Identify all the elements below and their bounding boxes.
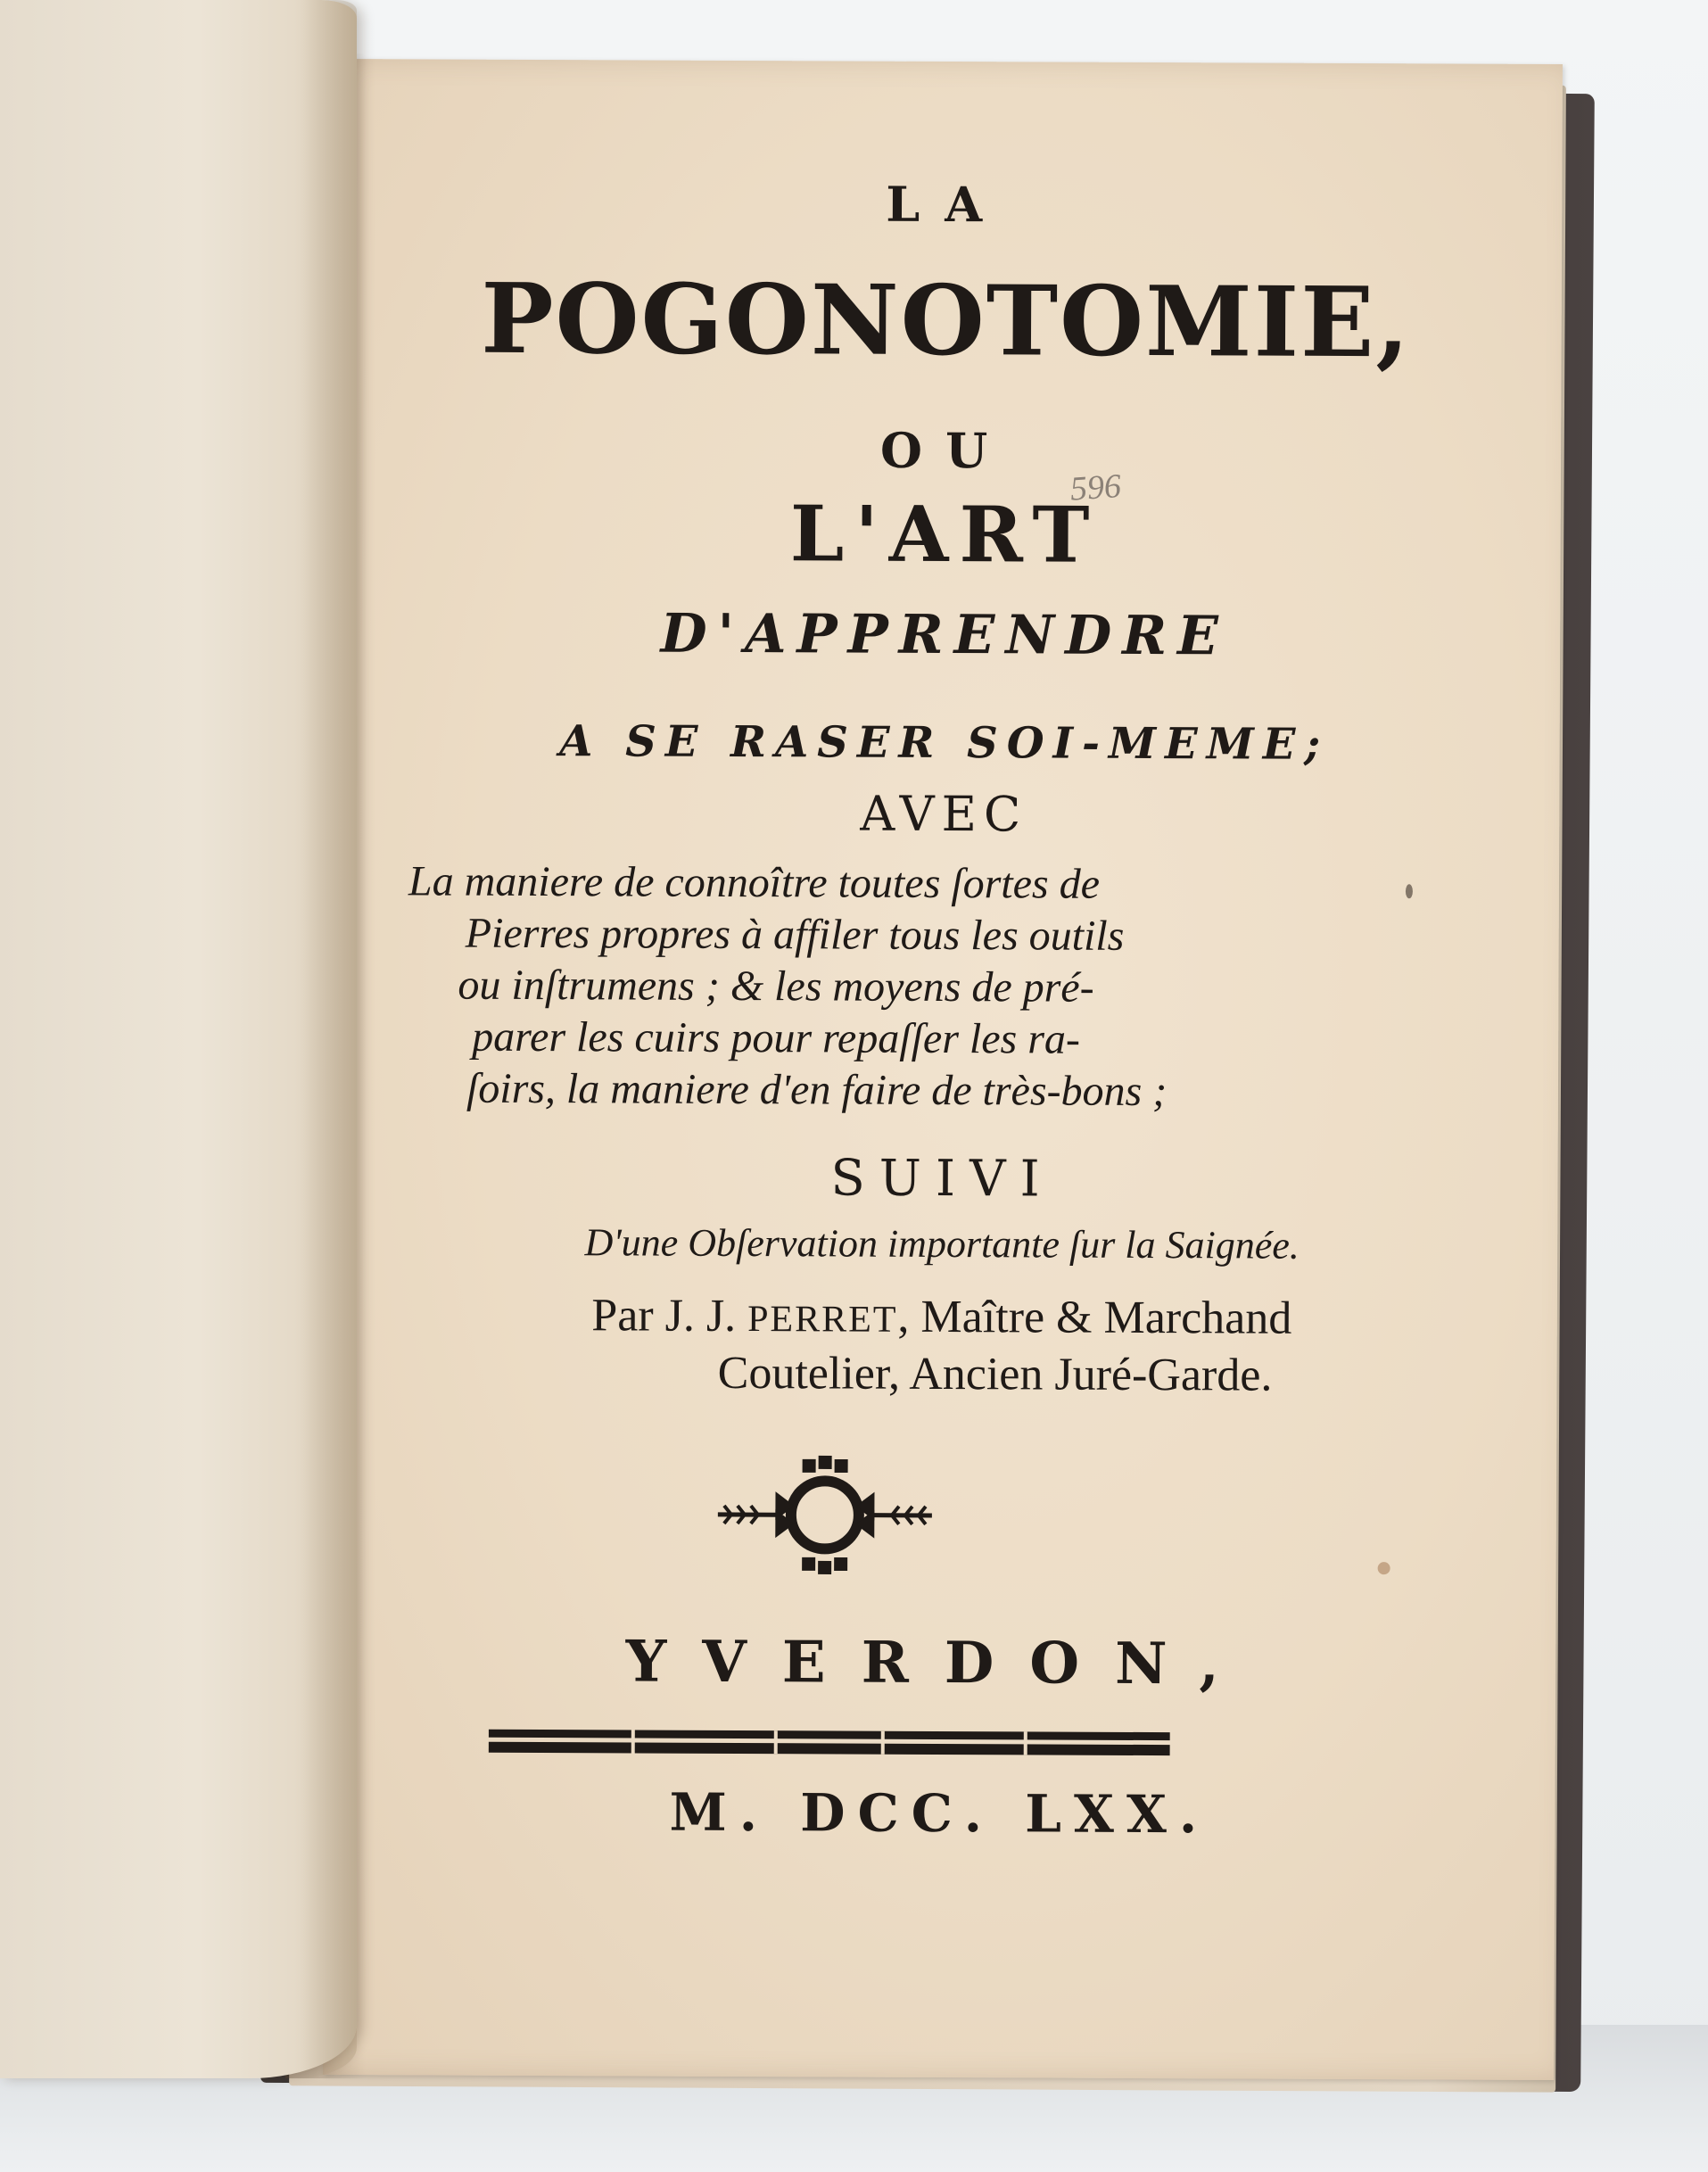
pencil-margin-note: 596: [1069, 467, 1123, 508]
author-line: [326, 1288, 1557, 1346]
subtitle-avec: AVEC: [860, 785, 1028, 843]
foxing-spot: [1406, 884, 1413, 898]
imprint-place: YVERDON,: [625, 1628, 1255, 1698]
main-title: POGONOTOMIE,: [481, 262, 1412, 380]
observation-line: D'une Obſervation importante ſur la Saignée.: [584, 1220, 1300, 1268]
subtitle-apprendre: D'APPRENDRE: [660, 602, 1229, 668]
description-line-2: Pierres propres à affiler tous les outils: [465, 909, 1125, 960]
suivi-heading: SUIVI: [830, 1149, 1054, 1209]
left-page-edge: [294, 0, 357, 2078]
description-line-5: ſoirs, la maniere d'en faire de très-bons ;: [466, 1064, 1168, 1116]
description-line-4: parer les cuirs pour repaſſer les ra-: [472, 1012, 1081, 1063]
subtitle-art: L'ART: [789, 489, 1101, 581]
author-prefix: Par J. J.: [591, 1290, 737, 1342]
author-name: PERRET: [747, 1299, 898, 1341]
description-line-1: La maniere de connoître toutes ſortes de: [408, 857, 1101, 908]
title-article: LA: [886, 175, 1008, 234]
subtitle-raser: A SE RASER SOI-MEME;: [559, 716, 1330, 770]
foxing-spot: [1378, 1562, 1390, 1574]
description-line-3: ou inſtrumens ; & les moyens de pré-: [458, 961, 1094, 1012]
author-title-line: Coutelier, Ancien Juré-Garde.: [717, 1347, 1273, 1401]
title-conjunction: OU: [879, 421, 1011, 480]
printers-ornament-icon: [714, 1452, 937, 1578]
title-page: [323, 59, 1563, 2080]
double-rule-divider: [489, 1728, 1170, 1757]
author-suffix: , Maître & Marchand: [897, 1291, 1292, 1344]
imprint-date: M. DCC. LXX.: [669, 1781, 1210, 1846]
